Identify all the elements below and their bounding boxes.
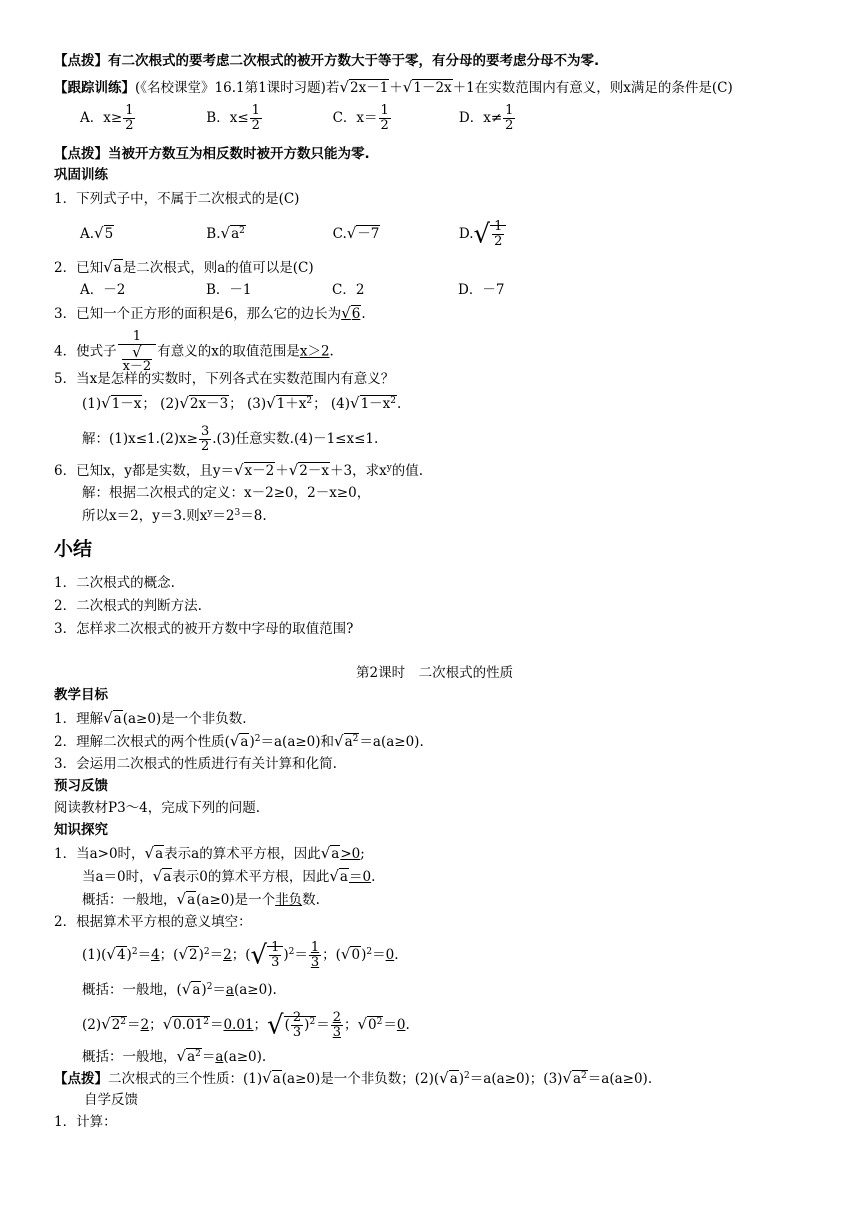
question-5: 5．当x是怎样的实数时，下列各式在实数范围内有意义？	[54, 371, 395, 387]
question-4: 4．使式子 1 √ x－2 有意义的x的取值范围是x＞2.	[54, 329, 334, 374]
question-3: 3．已知一个正方形的面积是6，那么它的边长为√6.	[54, 304, 366, 322]
tip-line-2: 【点拨】当被开方数互为相反数时被开方数只能为零.	[54, 146, 370, 162]
teaching-goals-heading: 教学目标	[54, 687, 108, 703]
question-1: 1．下列式子中，不属于二次根式的是(C)	[54, 191, 300, 207]
tracking-options: A．x≥ $\frac{1}{2}$ B．x≤ $\frac{1}{2}$ C．x＝ $\frac{1}{2}$ D．x≠ $\frac{1}{2}$	[80, 103, 514, 133]
preview-text: 阅读教材P3～4，完成下列的问题.	[54, 800, 261, 816]
question-6-solution-2: 所以x＝2，y＝3.则$x^y=2^3=8$.	[82, 508, 267, 524]
summary-item: 1．二次根式的概念.	[54, 575, 175, 591]
tip-line-1: 【点拨】有二次根式的要考虑二次根式的被开方数大于等于零，有分母的要考虑分母不为零.	[54, 53, 600, 69]
explore-heading: 知识探究	[54, 822, 108, 838]
section-consolidation: 巩固训练	[54, 167, 108, 183]
question-2-options: A．－2 B．－1 C．2 D．－7	[80, 282, 505, 298]
question-1-options: A.√5 $B.√a^2$ C.√－7 D.√ $\frac{1}{2}$	[80, 220, 581, 249]
summary-heading: 小结	[54, 538, 93, 560]
explore-fill-1: $(1)(√4)^2=4$；$(√2)^2=2$；(√ $\frac{1}{3}$ )$^2$＝ $\frac{1}{3}$ ；$(√0)^2=0$.	[82, 940, 399, 971]
preview-heading: 预习反馈	[54, 778, 108, 794]
self-feedback-heading: 自学反馈	[84, 1092, 138, 1108]
lesson-title: 第2课时 二次根式的性质	[356, 665, 514, 681]
summary-item: 2．二次根式的判断方法.	[54, 598, 202, 614]
question-6-solution-1: 解：根据二次根式的定义：x－2≥0，2－x≥0，	[82, 485, 371, 501]
question-5-answer: 解：(1)x≤1.(2)x≥ $\frac{3}{2}$ .(3)任意实数.(4)－1≤x≤1.	[82, 424, 379, 454]
summary-item: 3．怎样求二次根式的被开方数中字母的取值范围?	[54, 621, 354, 637]
goal-item: 2．理解二次根式的两个性质$(√a)^2=a(a\ge 0)$和$√a^2=a(a\ge 0)$.	[54, 732, 424, 750]
question-2: 2．已知√a是二次根式，则a的值可以是(C)	[54, 258, 314, 276]
tip-line-3: 【点拨】二次根式的三个性质：(1)√a(a≥0)是一个非负数；$(2)(√a)^2=a(a\ge 0)$；$(3)√a^2=a(a\ge 0)$.	[54, 1069, 653, 1087]
question-5-items: (1)√1－x； (2)√2x－3； $(3)√1+x^2$； $(4)√1-x^2$.	[82, 394, 402, 412]
explore-fill-2: $(2)√2^2=2$；$√0.01^2=0.01$；√( $\frac{2}{3}$ )$^2$＝ $\frac{2}{3}$ ；$√0^2=0$.	[82, 1010, 410, 1041]
explore-summary-3: 概括：一般地，$√a^2=a(a\ge 0)$.	[82, 1047, 267, 1065]
explore-line-2: 当a＝0时，√a表示0的算术平方根，因此√a＝0.	[82, 867, 376, 885]
explore-summary-2: 概括：一般地，$(√a)^2=a(a\ge 0)$.	[82, 980, 277, 998]
explore-line-3: 2．根据算术平方根的意义填空：	[54, 914, 252, 930]
tracking-exercise: 【跟踪训练】(《名校课堂》16.1第1课时习题)若√2x－1＋√1－2x＋1在实数范围内有意义，则x满足的条件是(C)	[54, 78, 733, 96]
explore-line-1: 1．当a>0时，√a表示a的算术平方根，因此√a>0;	[54, 844, 365, 862]
goal-item: 1．理解√a(a≥0)是一个非负数.	[54, 709, 247, 727]
question-6: 6．已知x，y都是实数，且y＝√x－2＋√2－x＋3，求$x^y$的值.	[54, 461, 424, 479]
explore-summary-1: 概括：一般地，√a(a≥0)是一个非负数.	[82, 890, 320, 908]
calc-prompt: 1．计算：	[54, 1114, 117, 1130]
goal-item: 3．会运用二次根式的性质进行有关计算和化简.	[54, 756, 337, 772]
